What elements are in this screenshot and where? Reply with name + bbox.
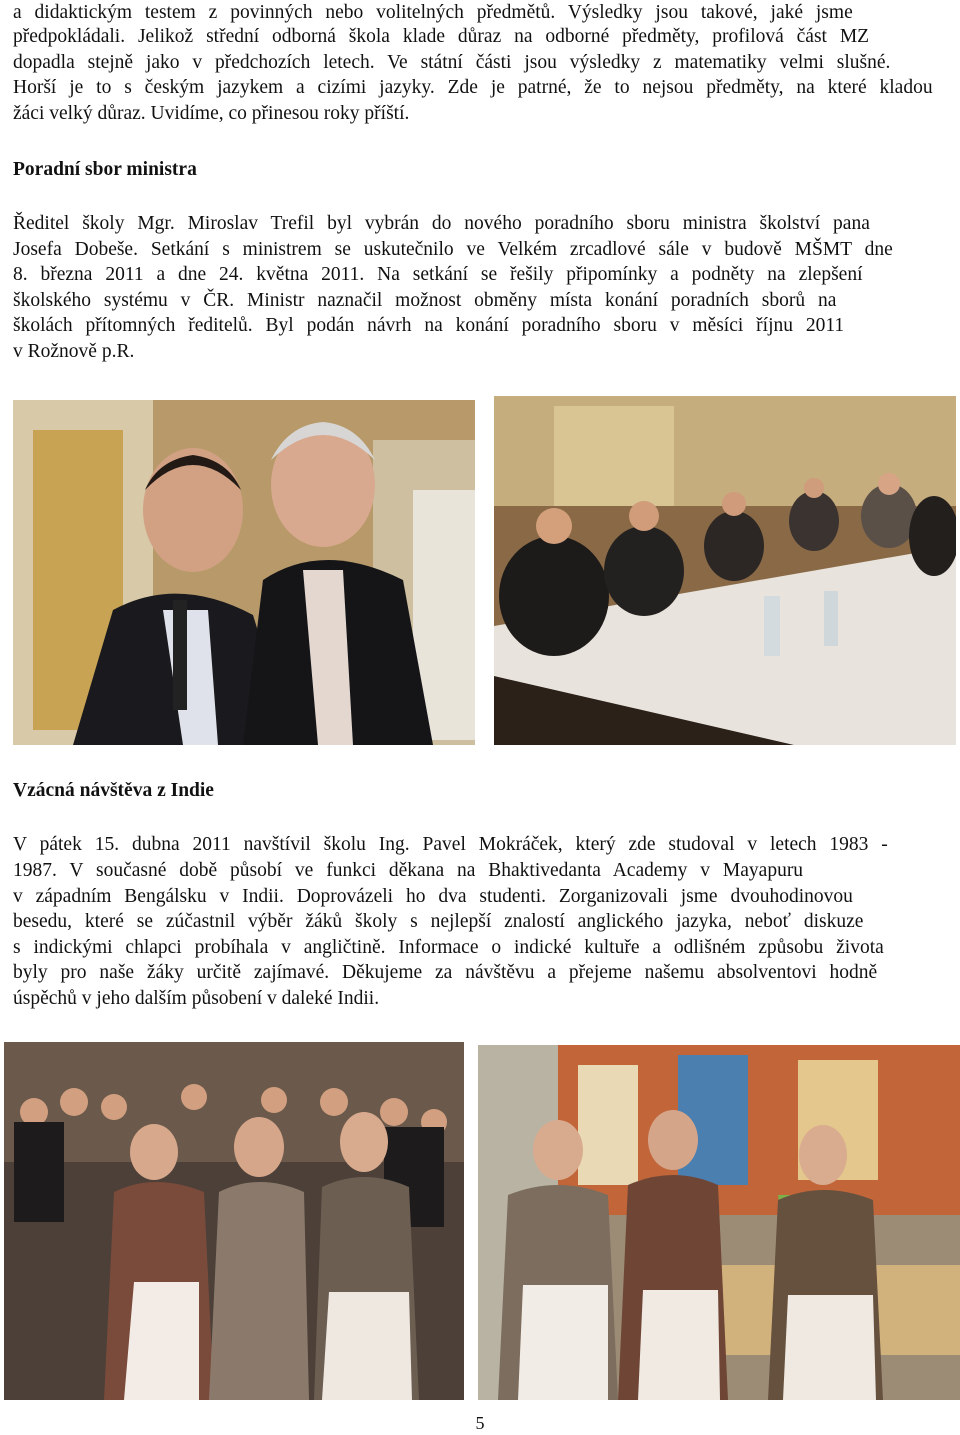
text-line: Ředitel školy Mgr. Miroslav Trefil byl vybrán do nového poradního sboru ministra školství pana (13, 213, 870, 234)
page-number: 5 (475, 1413, 485, 1433)
photo-two-men (13, 400, 475, 745)
text-line: V pátek 15. dubna 2011 navštívil školu Ing. Pavel Mokráček, který zde studoval v letech 1983 - (13, 834, 888, 855)
text-line: besedu, které se zúčastnil výběr žáků školy s nejlepší znalostí anglického jazyka, neboť diskuze (13, 911, 864, 932)
text-line: byly pro naše žáky určitě zajímavé. Děkujeme za návštěvu a přejeme našemu absolventovi hodně (13, 962, 878, 983)
text-line: dopadla stejně jako v předchozích letech. Ve státní části jsou výsledky z matematiky velmi slušné. (13, 52, 891, 73)
text-line: s indickými chlapci probíhala v angličtině. Informace o indické kultuře a odlišném způsobu života (13, 937, 884, 958)
section-heading-advisory-board: Poradní sbor ministra (13, 159, 197, 180)
text-line: v Rožnově p.R. (13, 341, 135, 362)
photo-meeting (494, 396, 956, 745)
text-line: Horší je to s českým jazykem a cizími jazyky. Zde je patrné, že to nejsou předměty, na které kladou (13, 77, 933, 98)
section-heading-india-visit: Vzácná návštěva z Indie (13, 780, 214, 801)
text-line: a didaktickým testem z povinných nebo volitelných předmětů. Výsledky jsou takové, jaké jsme (13, 2, 853, 23)
text-line: školách přítomných ředitelů. Byl podán návrh na konání poradního sboru v měsíci říjnu 2011 (13, 315, 845, 336)
text-line: v západním Bengálsku v Indii. Doprovázeli ho dva studenti. Zorganizovali jsme dvouhodinovou (13, 886, 853, 907)
text-line: Josefa Dobeše. Setkání s ministrem se uskutečnilo ve Velkém zrcadlové sále v budově MŠMT dne (13, 239, 893, 260)
text-line: školského systému v ČR. Ministr naznačil možnost obměny místa konání poradních sborů na (13, 290, 837, 311)
text-line: žáci velký důraz. Uvidíme, co přinesou roky příští. (13, 103, 410, 124)
text-line: předpokládali. Jelikož střední odborná škola klade důraz na odborné předměty, profilová část MZ (13, 26, 870, 47)
photo-visitors-at-table (478, 1045, 960, 1400)
text-line: 8. března 2011 a dne 24. května 2011. Na setkání se řešily připomínky a podněty na zlepšení (13, 264, 863, 285)
text-line: úspěchů v jeho dalším působení v daleké Indii. (13, 988, 380, 1009)
text-line: 1987. V současné době působí ve funkci děkana na Bhaktivedanta Academy v Mayapuru (13, 860, 804, 881)
photo-student-group (4, 1042, 464, 1400)
